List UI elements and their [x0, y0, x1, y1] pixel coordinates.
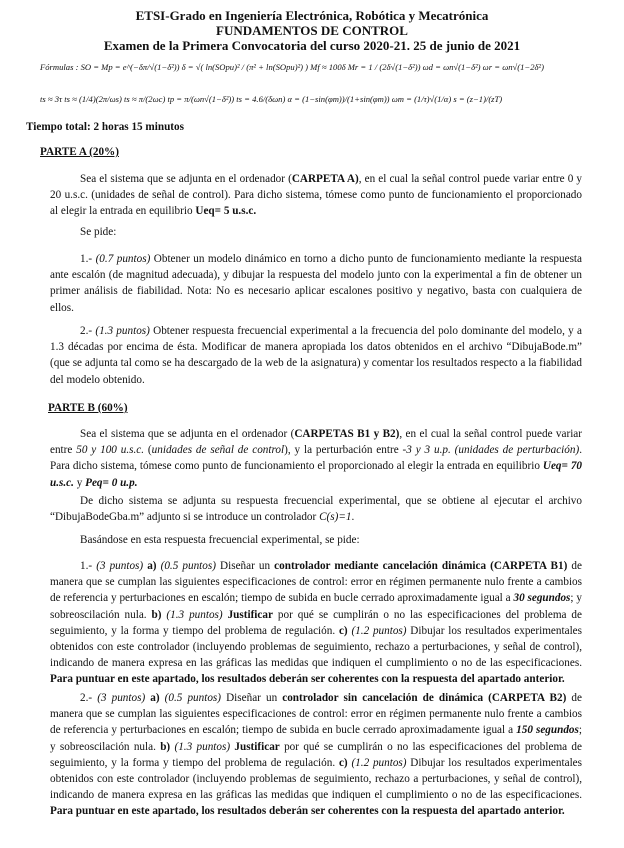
text: De dicho sistema se adjunta su respuesta frecuencial experimental, que se obtiene al ejecutar el archivo “DibujaBodeGba.m” adjunto si se introduce un controlador — [50, 495, 582, 524]
text: ; y sobreoscilación nula. — [50, 724, 582, 753]
text: por qué se cumplirán o no las especificaciones del problema de seguimiento, y la forma y tiempo del problema de regulación. — [50, 740, 582, 769]
sub-points-b: (1.3 puntos) — [170, 740, 235, 753]
part-b-item-1 — [50, 558, 582, 688]
part-a-item-2 — [50, 323, 582, 388]
equilibrium-perturbation: Peq= 0 u.p. — [85, 476, 138, 489]
sub-label-a: a) — [143, 560, 161, 572]
folders-b: CARPETAS B1 y B2) — [294, 428, 400, 440]
text: y — [73, 476, 86, 489]
sub-label-c: c) — [338, 624, 348, 637]
controller-expression: C(s)=1 — [319, 511, 352, 524]
text: . Para dicho sistema, tómese como punto de funcionamiento el proporcionado al elegir la entrada en equilibrio — [50, 444, 582, 473]
sub-points-a: (0.5 puntos) — [160, 560, 216, 572]
sub-points-a: (0.5 puntos) — [164, 692, 222, 704]
part-b-title: PARTE B (60%) — [48, 402, 128, 414]
header-exam-date: Examen de la Primera Convocatoria del curso 2020-21. 25 de junio de 2021 — [103, 38, 521, 53]
text: ), y la perturbación entre — [284, 444, 403, 457]
text: Sea el sistema que se adjunta en el ordenador ( — [80, 428, 295, 440]
perturbation-range: -3 y 3 u.p. (unidades de perturbación) — [402, 444, 580, 457]
sub-label-c: c) — [338, 756, 348, 769]
part-a-se-pide: Se pide: — [80, 226, 117, 238]
sub-label-b: b) — [160, 740, 171, 753]
controller-type: controlador sin cancelación de dinámica (CARPETA B2) — [282, 692, 567, 704]
sub-label-a: a) — [145, 692, 165, 704]
text: Dibujar los resultados experimentales obtenidos con este controlador (incluyendo problemas de seguimiento, rechazo a perturbaciones, y señal de control), indicando de manera expresa en las gráficas las medidas que indiquen el cumplimiento o no de las especificaciones. — [50, 624, 582, 670]
part-b-basandose: Basándose en esta respuesta frecuencial experimental, se pide: — [80, 534, 360, 546]
justify-keyword: Justificar — [234, 740, 280, 753]
text: ; y sobreoscilación nula. — [50, 592, 582, 621]
justify-keyword: Justificar — [227, 608, 273, 621]
item-number: 2.- — [80, 325, 96, 337]
part-b-item-2 — [50, 690, 582, 820]
text: Diseñar un — [221, 692, 283, 704]
part-a-item-1 — [50, 251, 582, 316]
text: Diseñar un — [215, 560, 275, 572]
text: unidades de señal de control — [151, 444, 285, 457]
part-a-intro — [50, 171, 582, 220]
sub-points-c: (1.2 puntos) — [347, 756, 407, 769]
part-b-intro — [50, 426, 582, 491]
scoring-note: Para puntuar en este apartado, los resultados deberán ser coherentes con la respuesta del apartado anterior. — [50, 805, 565, 818]
scoring-note: Para puntuar en este apartado, los resultados deberán ser coherentes con la respuesta del apartado anterior. — [50, 673, 565, 686]
text: , en el cual la señal control puede variar entre 0 y 20 u.s.c. (unidades de señal de control). Para dicho sistema, tómese como punto de funcionamiento el proporcionado al elegir la entrada en equilibrio — [50, 173, 583, 218]
formula-row-2: ts ≈ 3τ ts ≈ (1/4)(2π/ωs) ts ≈ π/(2ωc) tp = π/(ωn√(1−δ²)) ts = 4.6/(δωn) α = (1−sin(φm))/(1+sin(φm)) ωm = (1/τ)√(1/α) s = (z−1)/(zT) — [40, 94, 503, 104]
folder-a: CARPETA A) — [291, 173, 359, 185]
item-points: (3 puntos) — [97, 692, 146, 704]
item-points: (1.3 puntos) — [95, 325, 150, 337]
total-time: Tiempo total: 2 horas 15 minutos — [26, 121, 184, 133]
text: , en el cual la señal control puede variar entre — [50, 428, 582, 457]
part-b-intro-2 — [50, 493, 582, 525]
part-a-title: PARTE A (20%) — [40, 146, 119, 158]
rise-time: 150 segundos — [516, 724, 579, 737]
text: Dibujar los resultados experimentales obtenidos con este controlador (incluyendo problemas de seguimiento, rechazo a perturbaciones, y señal de control), indicando de manera expresa en las gráficas las medidas que indiquen el cumplimiento o no de las especificaciones. — [50, 756, 582, 802]
equilibrium-input: Ueq= 5 u.s.c. — [195, 205, 257, 218]
text: . — [351, 511, 355, 524]
rise-time: 30 segundos — [513, 592, 571, 605]
item-points: (3 puntos) — [96, 560, 144, 572]
item-points: (0.7 puntos) — [95, 253, 151, 265]
item-number: 1.- — [80, 560, 97, 572]
item-number: 2.- — [80, 692, 98, 704]
text: de manera que se cumplan las siguientes especificaciones de control: error en régimen permanente nulo frente a cambios de referencia y perturbaciones en escalón; tiempo de subida en bucle cerrado aproximadamente igual a — [50, 692, 582, 737]
sub-points-b: (1.3 puntos) — [161, 608, 228, 621]
text: por qué se cumplirán o no las especificaciones del problema de seguimiento, y la forma y tiempo del problema de regulación. — [50, 608, 582, 637]
equilibrium-input: Ueq= 70 u.s.c. — [50, 460, 583, 489]
item-text: Obtener respuesta frecuencial experimental a la frecuencia del polo dominante del modelo, y a 1.3 décadas por encima de ésta. Modificar de manera apropiada los datos obtenidos en el archivo “DibujaBode.m” (que se adjunta tal como se ha descargado de la web de la asignatura) y comentar los resultados respecto a la fiabilidad del modelo obtenido. — [50, 325, 582, 386]
item-text: Obtener un modelo dinámico en torno a dicho punto de funcionamiento mediante la respuesta ante escalón (de magnitud adecuada), y dibujar la respuesta del modelo junto con la experimental a fin de obtener un primer análisis de fiabilidad. Nota: No es necesario aplicar escalones positivo y negativo, basta con cualquiera de ellos. — [50, 253, 583, 314]
formula-row-1: Fórmulas : SO = Mp = e^(−δπ/√(1−δ²)) δ = √( ln(SOpu)² / (π² + ln(SOpu)²) ) Mf ≈ 100δ Mr = 1 / (2δ√(1−δ²)) ωd = ωn√(1−δ²) ωr = ωn√(1−2δ²) — [40, 62, 544, 72]
sub-label-b: b) — [151, 608, 162, 621]
text: de manera que se cumplan las siguientes especificaciones de control: error en régimen permanente nulo frente a cambios de referencia y perturbaciones en escalón; tiempo de subida en bucle cerrado aproximadamente igual a — [50, 560, 582, 605]
sub-points-c: (1.2 puntos) — [347, 624, 407, 637]
item-number: 1.- — [80, 253, 96, 265]
text: ( — [144, 444, 152, 457]
header-course: FUNDAMENTOS DE CONTROL — [216, 23, 408, 38]
controller-type: controlador mediante cancelación dinámica (CARPETA B1) — [274, 560, 568, 572]
text: Sea el sistema que se adjunta en el ordenador ( — [80, 173, 292, 185]
header-institution: ETSI-Grado en Ingeniería Electrónica, Robótica y Mecatrónica — [135, 8, 489, 23]
control-range: 50 y 100 u.s.c. — [76, 444, 145, 457]
